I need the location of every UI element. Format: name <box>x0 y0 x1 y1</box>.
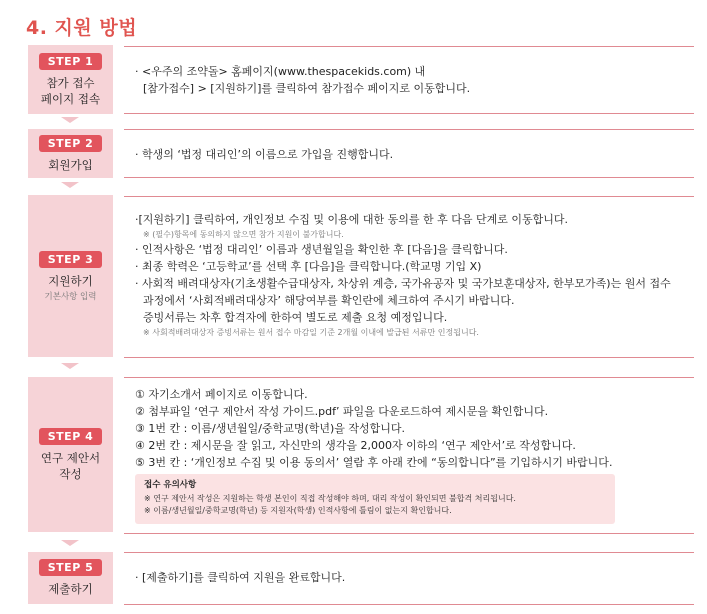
step1-content <box>135 63 470 97</box>
step5-badge: STEP 5 <box>39 559 103 576</box>
step-arrow-icon <box>61 117 79 123</box>
step2-name-line1: 회원가입 <box>48 157 93 172</box>
step4-bottom-divider <box>124 533 694 534</box>
step1-top-divider <box>124 46 694 47</box>
step3-line5: 과정에서 ‘사회적배려대상자’ 해당여부를 확인란에 체크하여 주시기 바랍니다. <box>143 294 515 307</box>
step5-bottom-divider <box>124 604 694 605</box>
step2-badge: STEP 2 <box>39 135 103 152</box>
step1-bottom-divider <box>124 113 694 114</box>
step4-content <box>135 386 612 471</box>
step2-box <box>28 129 113 178</box>
caution-title: 접수 유의사항 <box>144 480 197 490</box>
step3-bottom-divider <box>124 357 694 358</box>
step1-badge: STEP 1 <box>39 53 103 70</box>
step3-line2: · 인적사항은 ‘법정 대리인’ 이름과 생년월일을 확인한 후 [다음]을 클릭합니다. <box>135 243 508 256</box>
step4-box <box>28 377 113 532</box>
step5-content <box>135 569 345 586</box>
step3-line3: · 최종 학력은 ‘고등학교’를 선택 후 [다음]을 클릭합니다.(학교명 기입 X) <box>135 260 482 273</box>
step-arrow-icon <box>61 182 79 188</box>
step2-top-divider <box>124 129 694 130</box>
section-title: 4. 지원 방법 <box>26 17 138 39</box>
step1-name-line2: 페이지 접속 <box>40 91 101 106</box>
step3-line1: ·[지원하기] 클릭하여, 개인정보 수집 및 이용에 대한 동의를 한 후 다음 단계로 이동합니다. <box>135 213 568 226</box>
step3-line6: 증빙서류는 차후 합격자에 한하여 별도로 제출 요청 예정입니다. <box>143 311 448 324</box>
step3-name-line1: 지원하기 <box>48 273 93 288</box>
step4-badge: STEP 4 <box>39 428 103 445</box>
step2-content <box>135 146 393 163</box>
step3-note2: ※ 사회적배려대상자 증빙서류는 원서 접수 마감일 기준 2개월 이내에 발급된 서류만 인정됩니다. <box>143 328 479 337</box>
step3-subtitle: 기본사항 입력 <box>44 291 97 302</box>
step4-line5: ⑤ 3번 칸 : ‘개인정보 수집 및 이용 동의서’ 열람 후 아래 칸에 “동의합니다”를 기입하시기 바랍니다. <box>135 456 613 469</box>
step5-box <box>28 552 113 604</box>
step4-caution-box <box>135 474 615 524</box>
step2-bottom-divider <box>124 177 694 178</box>
step3-line4: · 사회적 배려대상자(기초생활수급대상자, 차상위 계층, 국가유공자 및 국가보훈대상자, 한부모가족)는 원서 접수 <box>135 277 671 290</box>
step-arrow-icon <box>61 540 79 546</box>
step3-box <box>28 195 113 357</box>
step4-line4: ④ 2번 칸 : 제시문을 잘 읽고, 자신만의 생각을 2,000자 이하의 ‘연구 제안서’로 작성합니다. <box>135 439 576 452</box>
step1-line1: · <우주의 조약돌> 홈페이지(www.thespacekids.com) 내 <box>135 65 426 78</box>
step4-line2: ② 첨부파일 ‘연구 제안서 작성 가이드.pdf’ 파일을 다운로드하여 제시문을 확인합니다. <box>135 405 549 418</box>
step-arrow-icon <box>61 363 79 369</box>
step3-content <box>135 211 671 339</box>
step1-line2: [참가접수] > [지원하기]를 클릭하여 참가접수 페이지로 이동합니다. <box>143 82 471 95</box>
step4-line3: ③ 1번 칸 : 이름/생년월일/중학교명(학년)을 작성합니다. <box>135 422 406 435</box>
caution-line2: ※ 이름/생년월일/중학교명(학년) 등 지원자(학생) 인적사항에 틀림이 없는지 확인합니다. <box>144 506 452 515</box>
step4-name-line2: 작성 <box>59 466 82 481</box>
step3-note1: ※ (필수)항목에 동의하지 않으면 참가 지원이 불가합니다. <box>143 230 344 239</box>
step5-line1: · [제출하기]를 클릭하여 지원을 완료합니다. <box>135 571 346 584</box>
step3-top-divider <box>124 196 694 197</box>
step4-name-line1: 연구 제안서 <box>40 450 101 465</box>
step5-top-divider <box>124 552 694 553</box>
step1-box <box>28 45 113 114</box>
step1-name-line1: 참가 접수 <box>46 75 95 90</box>
caution-line1: ※ 연구 제안서 작성은 지원하는 학생 본인이 직접 작성해야 하며, 대리 작성이 확인되면 불합격 처리됩니다. <box>144 494 516 503</box>
step5-name-line1: 제출하기 <box>48 582 93 596</box>
step4-top-divider <box>124 377 694 378</box>
step2-line1: · 학생의 ‘법정 대리인’의 이름으로 가입을 진행합니다. <box>135 148 394 161</box>
step4-line1: ① 자기소개서 페이지로 이동합니다. <box>135 388 308 401</box>
step3-badge: STEP 3 <box>39 251 103 268</box>
